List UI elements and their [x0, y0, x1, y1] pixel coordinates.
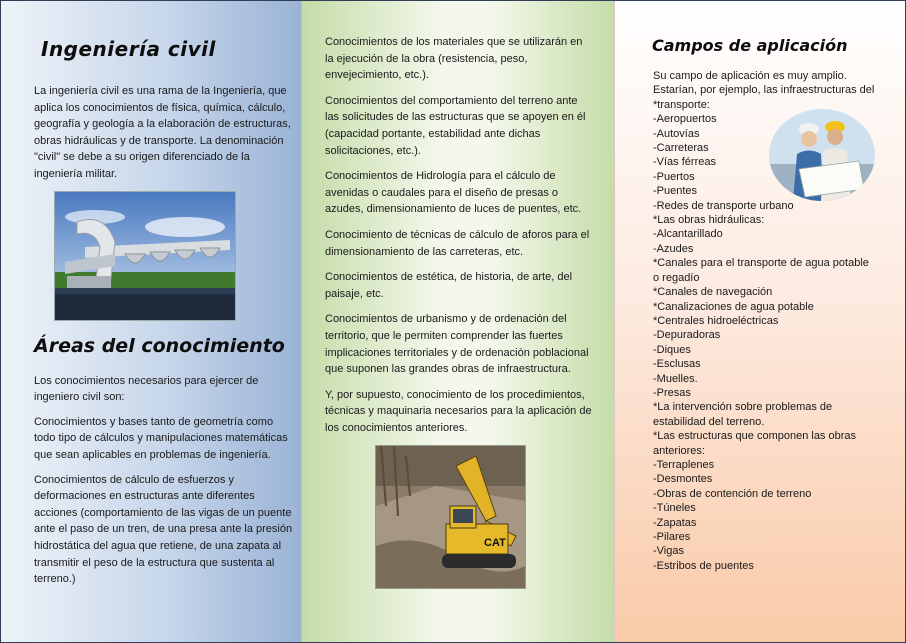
- areas-paragraph-1: Los conocimientos necesarios para ejercer de ingeniero civil son:: [34, 374, 259, 404]
- list-item: *Centrales hidroeléctricas: [653, 314, 779, 327]
- list-item: -Vías férreas: [653, 156, 716, 169]
- list-item: -Zapatas: [653, 516, 697, 529]
- conocimiento-aforos: Conocimiento de técnicas de cálculo de aforos para el dimensionamiento de las carreteras, etc.: [325, 228, 590, 258]
- panel-conocimientos: [301, 1, 614, 642]
- list-item: -Depuradoras: [653, 329, 721, 342]
- campos-intro: Su campo de aplicación es muy amplio. Estarían, por ejemplo, las infraestructuras del: [653, 70, 875, 97]
- falkirk-wheel-image: [54, 191, 236, 321]
- list-item: -Alcantarillado: [653, 228, 723, 241]
- conocimiento-estetica: Conocimientos de estética, de historia, de arte, del paisaje, etc.: [325, 271, 573, 300]
- list-item: -Muelles.: [653, 372, 698, 385]
- list-item: *Las obras hidráulicas:: [653, 214, 765, 227]
- list-item: -Pilares: [653, 531, 691, 543]
- list-item: -Terraplenes: [653, 458, 715, 471]
- list-item: -Redes de transporte urbano: [653, 199, 794, 212]
- list-item: -Desmontes: [653, 473, 713, 486]
- areas-paragraph-3: Conocimientos de cálculo de esfuerzos y deformaciones en estructuras ante diferentes acciones (comportamiento de las vigas de un puente ante el paso de un tren, de una presa ante la presión hidrostática del agua que retiene, de una zapata al transmitir el peso de la estructura que sustenta al terreno.): [34, 473, 293, 586]
- conocimiento-terreno: Conocimientos del comportamiento del terreno ante las solicitudes de las estructuras que se apoyen en él (capacidad portante, estabilidad ante dichas solicitaciones, etc.).: [325, 94, 586, 157]
- conocimiento-procedimientos: Y, por supuesto, conocimiento de los procedimientos, técnicas y maquinaria necesarios para la aplicación de los conocimientos anteriores.: [325, 388, 592, 434]
- panel-campos-aplicacion: [614, 1, 905, 642]
- list-item: -Carreteras: [653, 142, 709, 155]
- list-item: *Las estructuras que componen las obras anteriores:: [653, 430, 857, 457]
- title-areas-conocimiento: Áreas del conocimiento: [34, 334, 285, 357]
- list-item: -Puentes: [653, 185, 698, 198]
- panel-ingenieria-civil: [1, 1, 301, 642]
- title-campos-aplicacion: Campos de aplicación: [652, 36, 848, 55]
- list-item: -Estribos de puentes: [653, 559, 754, 572]
- list-item: *Canales de navegación: [653, 286, 773, 299]
- list-item: -Presas: [653, 386, 691, 399]
- list-item: -Esclusas: [653, 358, 701, 371]
- list-item: *Canalizaciones de agua potable: [653, 300, 814, 313]
- excavator-image: [375, 445, 526, 589]
- list-item: -Aeropuertos: [653, 113, 717, 126]
- areas-paragraph-2: Conocimientos y bases tanto de geometría como todo tipo de cálculos y manipulaciones matemáticas que sean aplicables en problemas de ingeniería.: [34, 415, 288, 461]
- list-item: -Diques: [653, 343, 691, 356]
- list-item: -Puertos: [653, 170, 695, 183]
- list-item: -Vigas: [653, 545, 684, 558]
- conocimiento-urbanismo: Conocimientos de urbanismo y de ordenación del territorio, que le permiten comprender las fuertes implicaciones territoriales y de ordenación poblacional que suponen las grandes obras de infraestructura.: [325, 313, 589, 376]
- list-item: *transporte:: [653, 98, 710, 111]
- intro-paragraph: La ingeniería civil es una rama de la Ingeniería, que aplica los conocimientos de física, química, cálculo, geografía y geología a la elaboración de estructuras, obras hidráulicas y de transporte. La denominación "civil" se debe a su origen diferenciado de la ingeniería militar.: [34, 85, 291, 180]
- list-item: -Túneles: [653, 502, 696, 515]
- list-item: -Autovías: [653, 127, 700, 140]
- list-item: *Canales para el transporte de agua potable o regadío: [653, 257, 869, 284]
- conocimiento-hidrologia: Conocimientos de Hidrología para el cálculo de avenidas o caudales para el diseño de presas o azudes, dimensionamiento de luces de puentes, etc.: [325, 170, 582, 216]
- title-ingenieria-civil: Ingeniería civil: [41, 37, 216, 61]
- list-item: *La intervención sobre problemas de estabilidad del terreno.: [653, 401, 833, 428]
- engineers-image: [769, 109, 875, 201]
- list-item: -Azudes: [653, 242, 694, 255]
- list-item: -Obras de contención de terreno: [653, 487, 812, 500]
- cat-logo-text: CAT: [484, 537, 506, 550]
- conocimiento-materiales: Conocimientos de los materiales que se utilizarán en la ejecución de la obra (resistencia, peso, envejecimiento, etc.).: [325, 36, 583, 82]
